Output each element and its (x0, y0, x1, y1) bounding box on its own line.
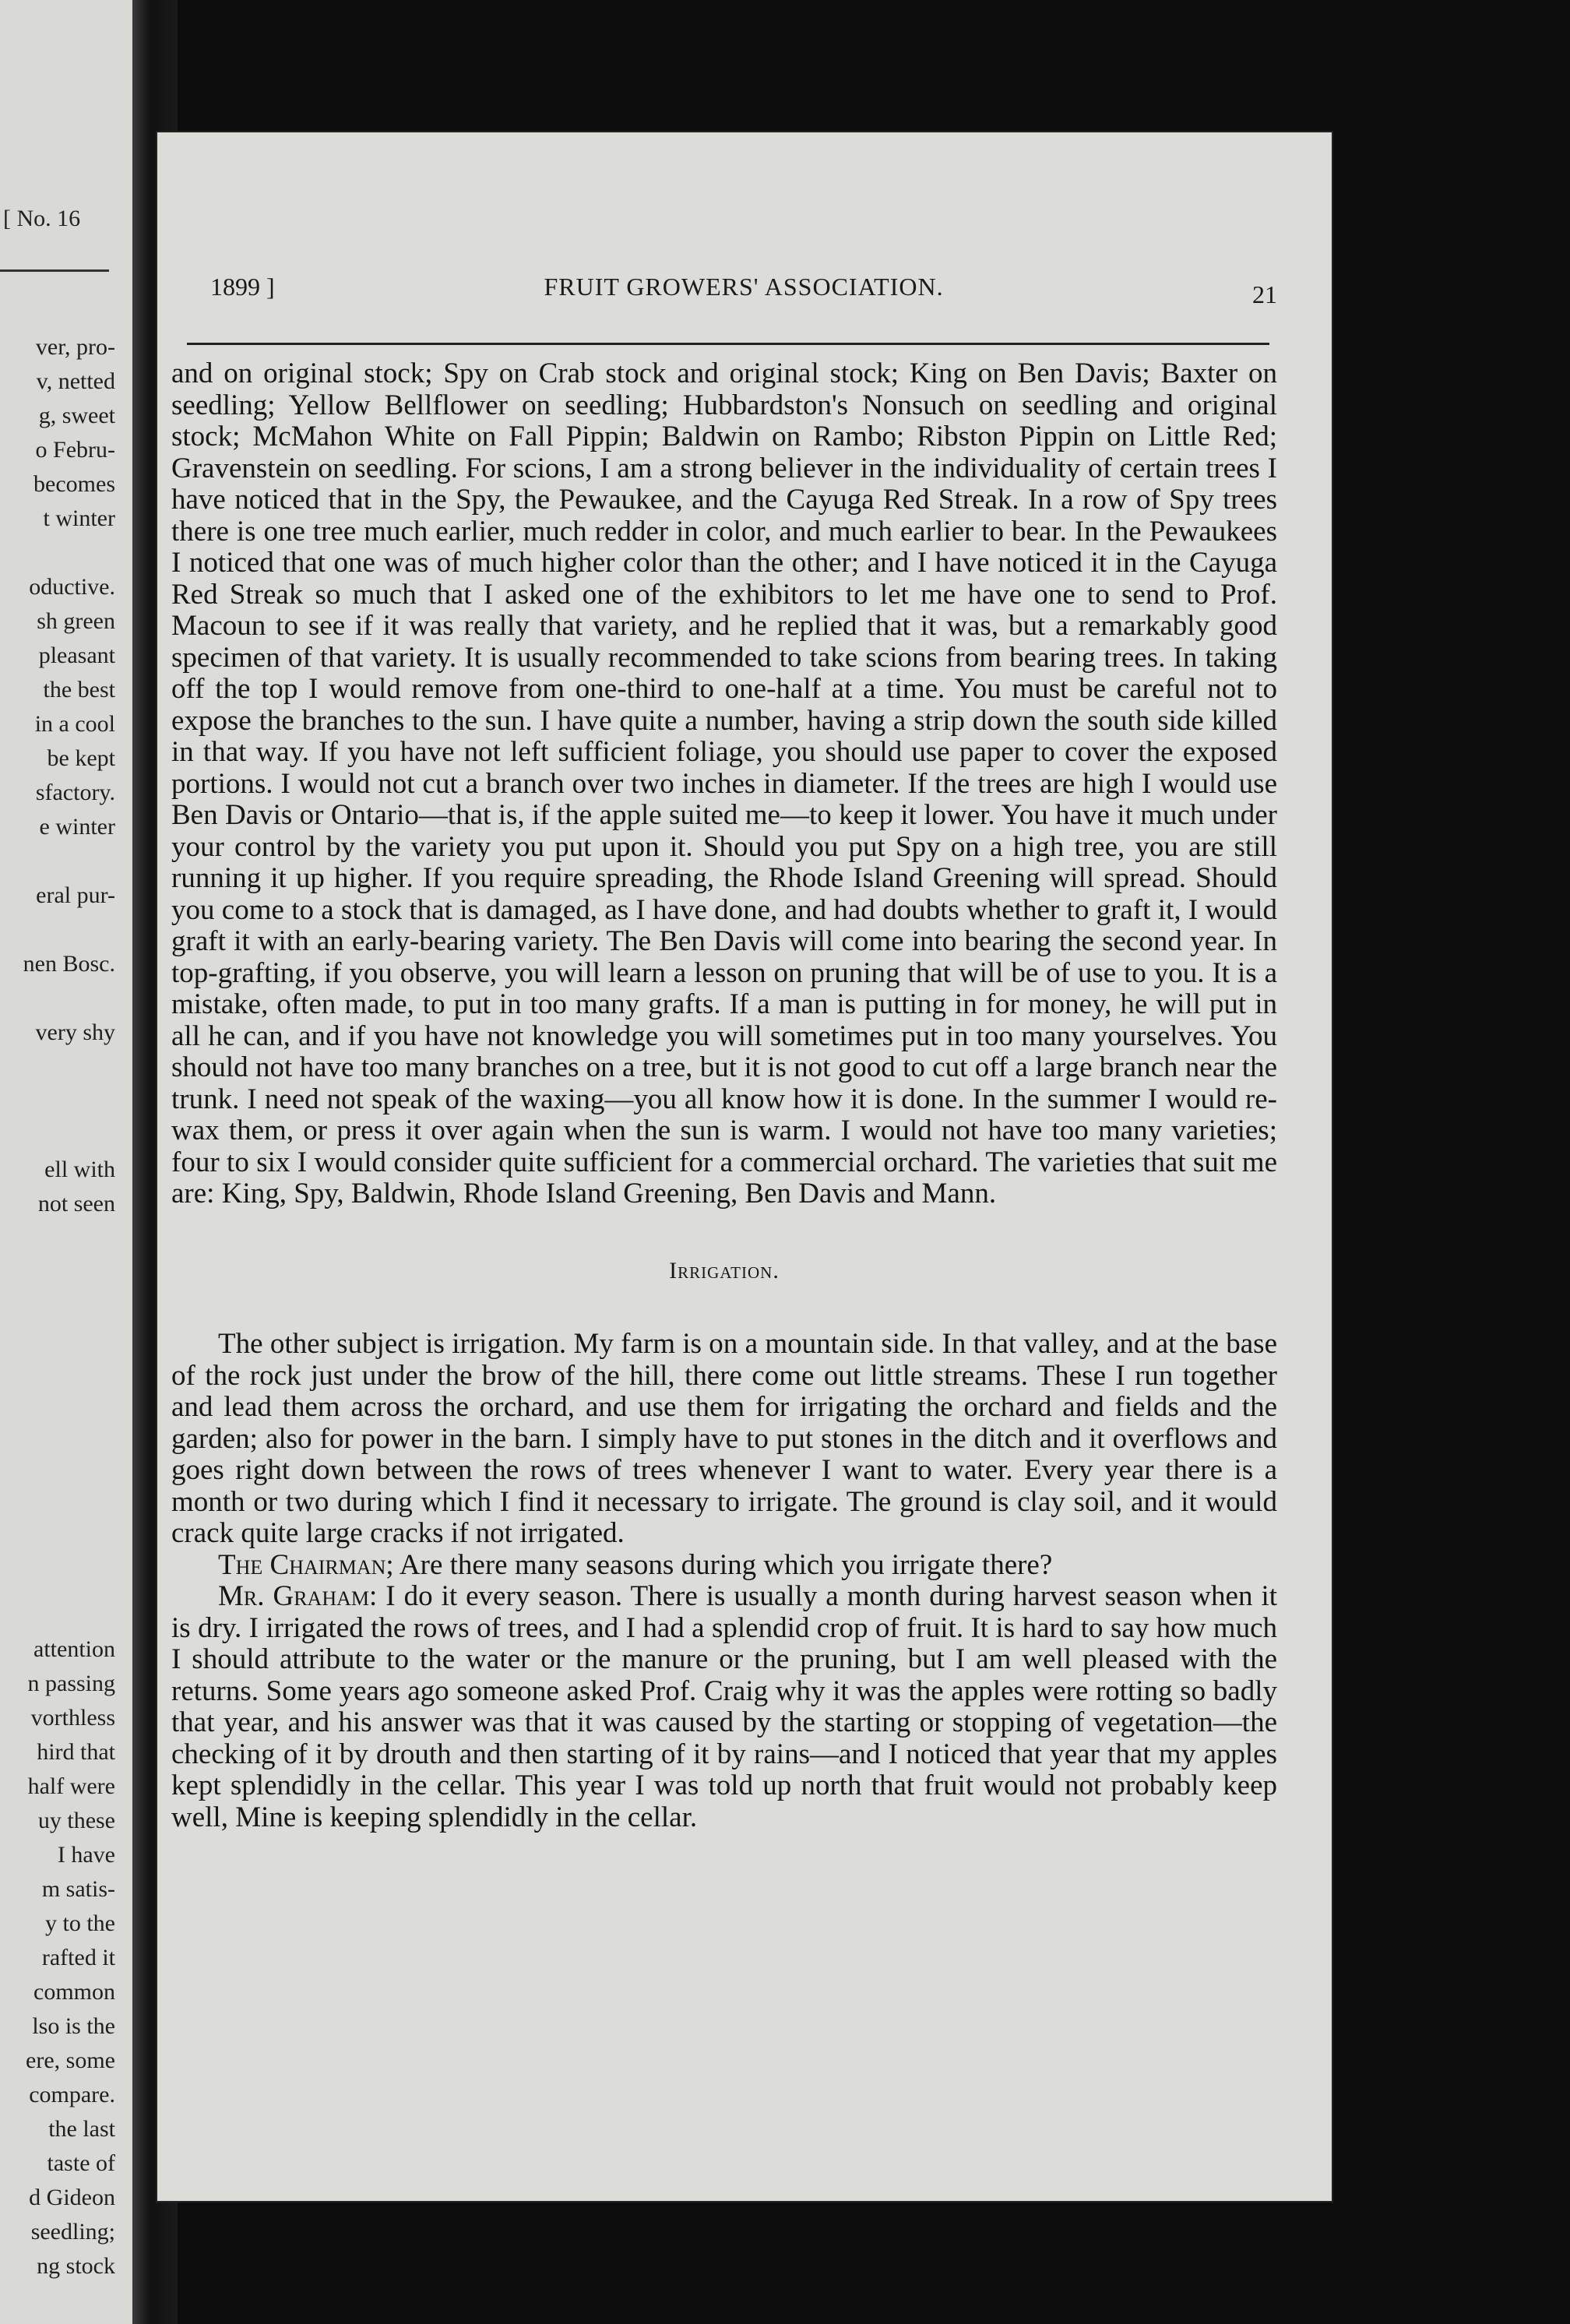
facing-page-gap (0, 1221, 115, 1255)
paragraph (171, 1581, 1277, 1833)
facing-page-line: common (33, 1979, 115, 2005)
facing-page-line (0, 1050, 115, 1084)
paragraph (171, 1550, 1277, 1582)
facing-page-line (0, 1118, 115, 1153)
facing-page-line: not seen (37, 1191, 115, 1217)
facing-page-gap (0, 1290, 115, 1324)
header-rule (187, 343, 1269, 345)
facing-page-text (0, 330, 115, 2284)
facing-page-line: rafted it (41, 1945, 115, 1970)
facing-page-gap (0, 1598, 115, 1632)
page-number: 21 (1252, 280, 1277, 308)
facing-page-line: taste of (47, 2150, 115, 2176)
facing-page-line: ver, pro- (35, 334, 115, 360)
facing-page-line: g, sweet (38, 403, 115, 428)
facing-page-line: y to the (45, 1910, 115, 1936)
facing-page-line: sh green (37, 608, 115, 634)
facing-page-line: d Gideon (29, 2185, 115, 2210)
facing-page-gap (0, 1495, 115, 1530)
running-head-title: FRUIT GROWERS' ASSOCIATION. (544, 273, 944, 301)
facing-page-line: t winter (43, 505, 115, 531)
facing-page-line: e winter (39, 814, 115, 840)
facing-page-line: ell with (44, 1157, 115, 1182)
facing-page-line: attention (33, 1636, 115, 1662)
facing-page-line: oductive. (29, 574, 115, 600)
facing-page-fragment (0, 0, 132, 2324)
speaker-text: ; Are there many seasons during which you irrigate there? (385, 1548, 1053, 1581)
running-head-year: 1899 ] (210, 273, 275, 301)
facing-page-line: half were (27, 1773, 115, 1799)
facing-page-line: the last (48, 2116, 115, 2142)
facing-page-number: [ No. 16 (3, 206, 81, 231)
facing-page-line: pleasant (38, 643, 115, 668)
facing-page-line: compare. (29, 2082, 115, 2107)
facing-page-gap (0, 1564, 115, 1598)
facing-page-line: vorthless (30, 1705, 115, 1731)
facing-page-gap (0, 1324, 115, 1358)
facing-page-line (0, 536, 115, 570)
facing-page-gap (0, 1393, 115, 1427)
facing-page-line: becomes (33, 471, 115, 497)
speaker-name: The Chairman (218, 1548, 386, 1581)
speaker-text: : I do it every season. There is usually a month during harvest season when it is dry. I irrigated the rows of trees, and I had a splendid crop of fruit. It is hard to say how much I should attribute to the water or the manure or the pruning, but I am well pleased with the returns. Some years ago someone asked Prof. Craig why it was the apples were rotting so badly that year, and his answer was that it was caused by the starting or stopping of vegetation—the checking of it by drouth and then starting of it by rains—and I noticed that year that my apples kept splendidly in the cellar. This year I was told up north that fruit would not probably keep well, Mine is keeping splendidly in the cellar. (171, 1580, 1278, 1833)
facing-page-line (0, 913, 115, 947)
facing-page-line: n passing (27, 1671, 115, 1696)
facing-page-rule (0, 269, 109, 272)
facing-page-gap (0, 1358, 115, 1393)
paragraph: and on original stock; Spy on Crab stock and original stock; King on Ben Davis; Baxter on seedling; Yellow Bellflower on seedling; Hubbardston's Nonsuch on seedling and original stock; McMahon White on Fall Pippin; Baldwin on Rambo; Ribston Pippin on Little Red; Gravenstein on seedling. For scions, I am a strong believer in the individuality of certain trees I have noticed that in the Spy, the Pewaukee, and the Cayuga Red Streak. In a row of Spy trees there is one tree much earlier, much redder in color, and much earlier to bear. In the Pewaukees I noticed that one was of much higher color than the other; and I have noticed it in the Cayuga Red Streak so much that I asked one of the exhibitors to let me have one to send to Prof. Macoun to see if it was really that variety, and he replied that it was, but a remarkably good specimen of that variety. It is usually recommended to take scions from bearing trees. In taking off the top I would remove from one-third to one-half at a time. You must be careful not to expose the branches to the sun. I have quite a number, having a strip down the south side killed in that way. If you have not left sufficient foliage, you should use paper to cover the exposed portions. I would not cut a branch over two inches in diameter. If the trees are high I would use Ben Davis or Ontario—that is, if the apple suited me—to keep it lower. You have it much under your control by the variety you put upon it. Should you put Spy on a high tree, you are still running it up higher. If you require spreading, the Rhode Island Greening will spread. Should you come to a stock that is damaged, as I have done, and had doubts whether to graft it, I would graft it with an early-bearing variety. The Ben Davis will come into bearing the second year. In top-grafting, if you observe, you will learn a lesson on pruning that will be of use to you. It is a mistake, often made, to put in too many grafts. If a man is putting in for money, he will put in all he can, and if you have not knowledge you will sometimes put in too many yourselves. You should not have too many branches on a tree, but it is not good to cut off a large branch near the trunk. I need not speak of the waxing—you all know how it is done. In the summer I would re-wax them, or press it over again when the sun is warm. I would not have too many varieties; four to six I would consider quite sufficient for a commercial orchard. The varieties that suit me are: King, Spy, Baldwin, Rhode Island Greening, Ben Davis and Mann. (171, 357, 1277, 1210)
facing-page-line: m satis- (41, 1876, 115, 1902)
facing-page-line: sfactory. (35, 780, 115, 805)
facing-page-line: I have (57, 1842, 115, 1868)
facing-page-gap (0, 1427, 115, 1461)
facing-page-line: in a cool (34, 711, 115, 737)
facing-page-line: the best (43, 677, 115, 702)
facing-page-line: o Febru- (35, 437, 115, 463)
facing-page-header (0, 206, 128, 252)
book-page (156, 131, 1333, 2203)
speaker-name: Mr. Graham (218, 1580, 369, 1612)
facing-page-line: be kept (47, 745, 115, 771)
facing-page-line (0, 981, 115, 1016)
facing-page-line: ng stock (37, 2253, 115, 2279)
facing-page-line: hird that (37, 1739, 115, 1765)
page-body (171, 358, 1277, 1833)
section-heading: Irrigation. (669, 1257, 780, 1283)
facing-page-gap (0, 1530, 115, 1564)
running-head (210, 273, 1277, 319)
facing-page-line: very shy (35, 1019, 115, 1045)
facing-page-line (0, 844, 115, 879)
facing-page-line: lso is the (32, 2013, 115, 2039)
paragraph: The other subject is irrigation. My farm is on a mountain side. In that valley, and at the base of the rock just under the brow of the hill, there come out little streams. These I run together and lead them across the orchard, and use them for irrigating the orchard and fields and the garden; also for power in the barn. I simply have to put stones in the ditch and it overflows and goes right down between the rows of trees whenever I want to water. Every year there is a month or two during which I find it necessary to irrigate. The ground is clay soil, and it would crack quite large cracks if not irrigated. (171, 1328, 1277, 1549)
facing-page-line: nen Bosc. (23, 951, 115, 977)
facing-page-line (0, 1084, 115, 1118)
facing-page-line: v, netted (36, 368, 115, 394)
facing-page-line: seedling; (30, 2219, 115, 2245)
facing-page-gap (0, 1255, 115, 1290)
facing-page-line: eral pur- (36, 882, 115, 908)
facing-page-gap (0, 1461, 115, 1495)
facing-page-line: ere, some (26, 2048, 115, 2073)
facing-page-line: uy these (37, 1808, 115, 1833)
